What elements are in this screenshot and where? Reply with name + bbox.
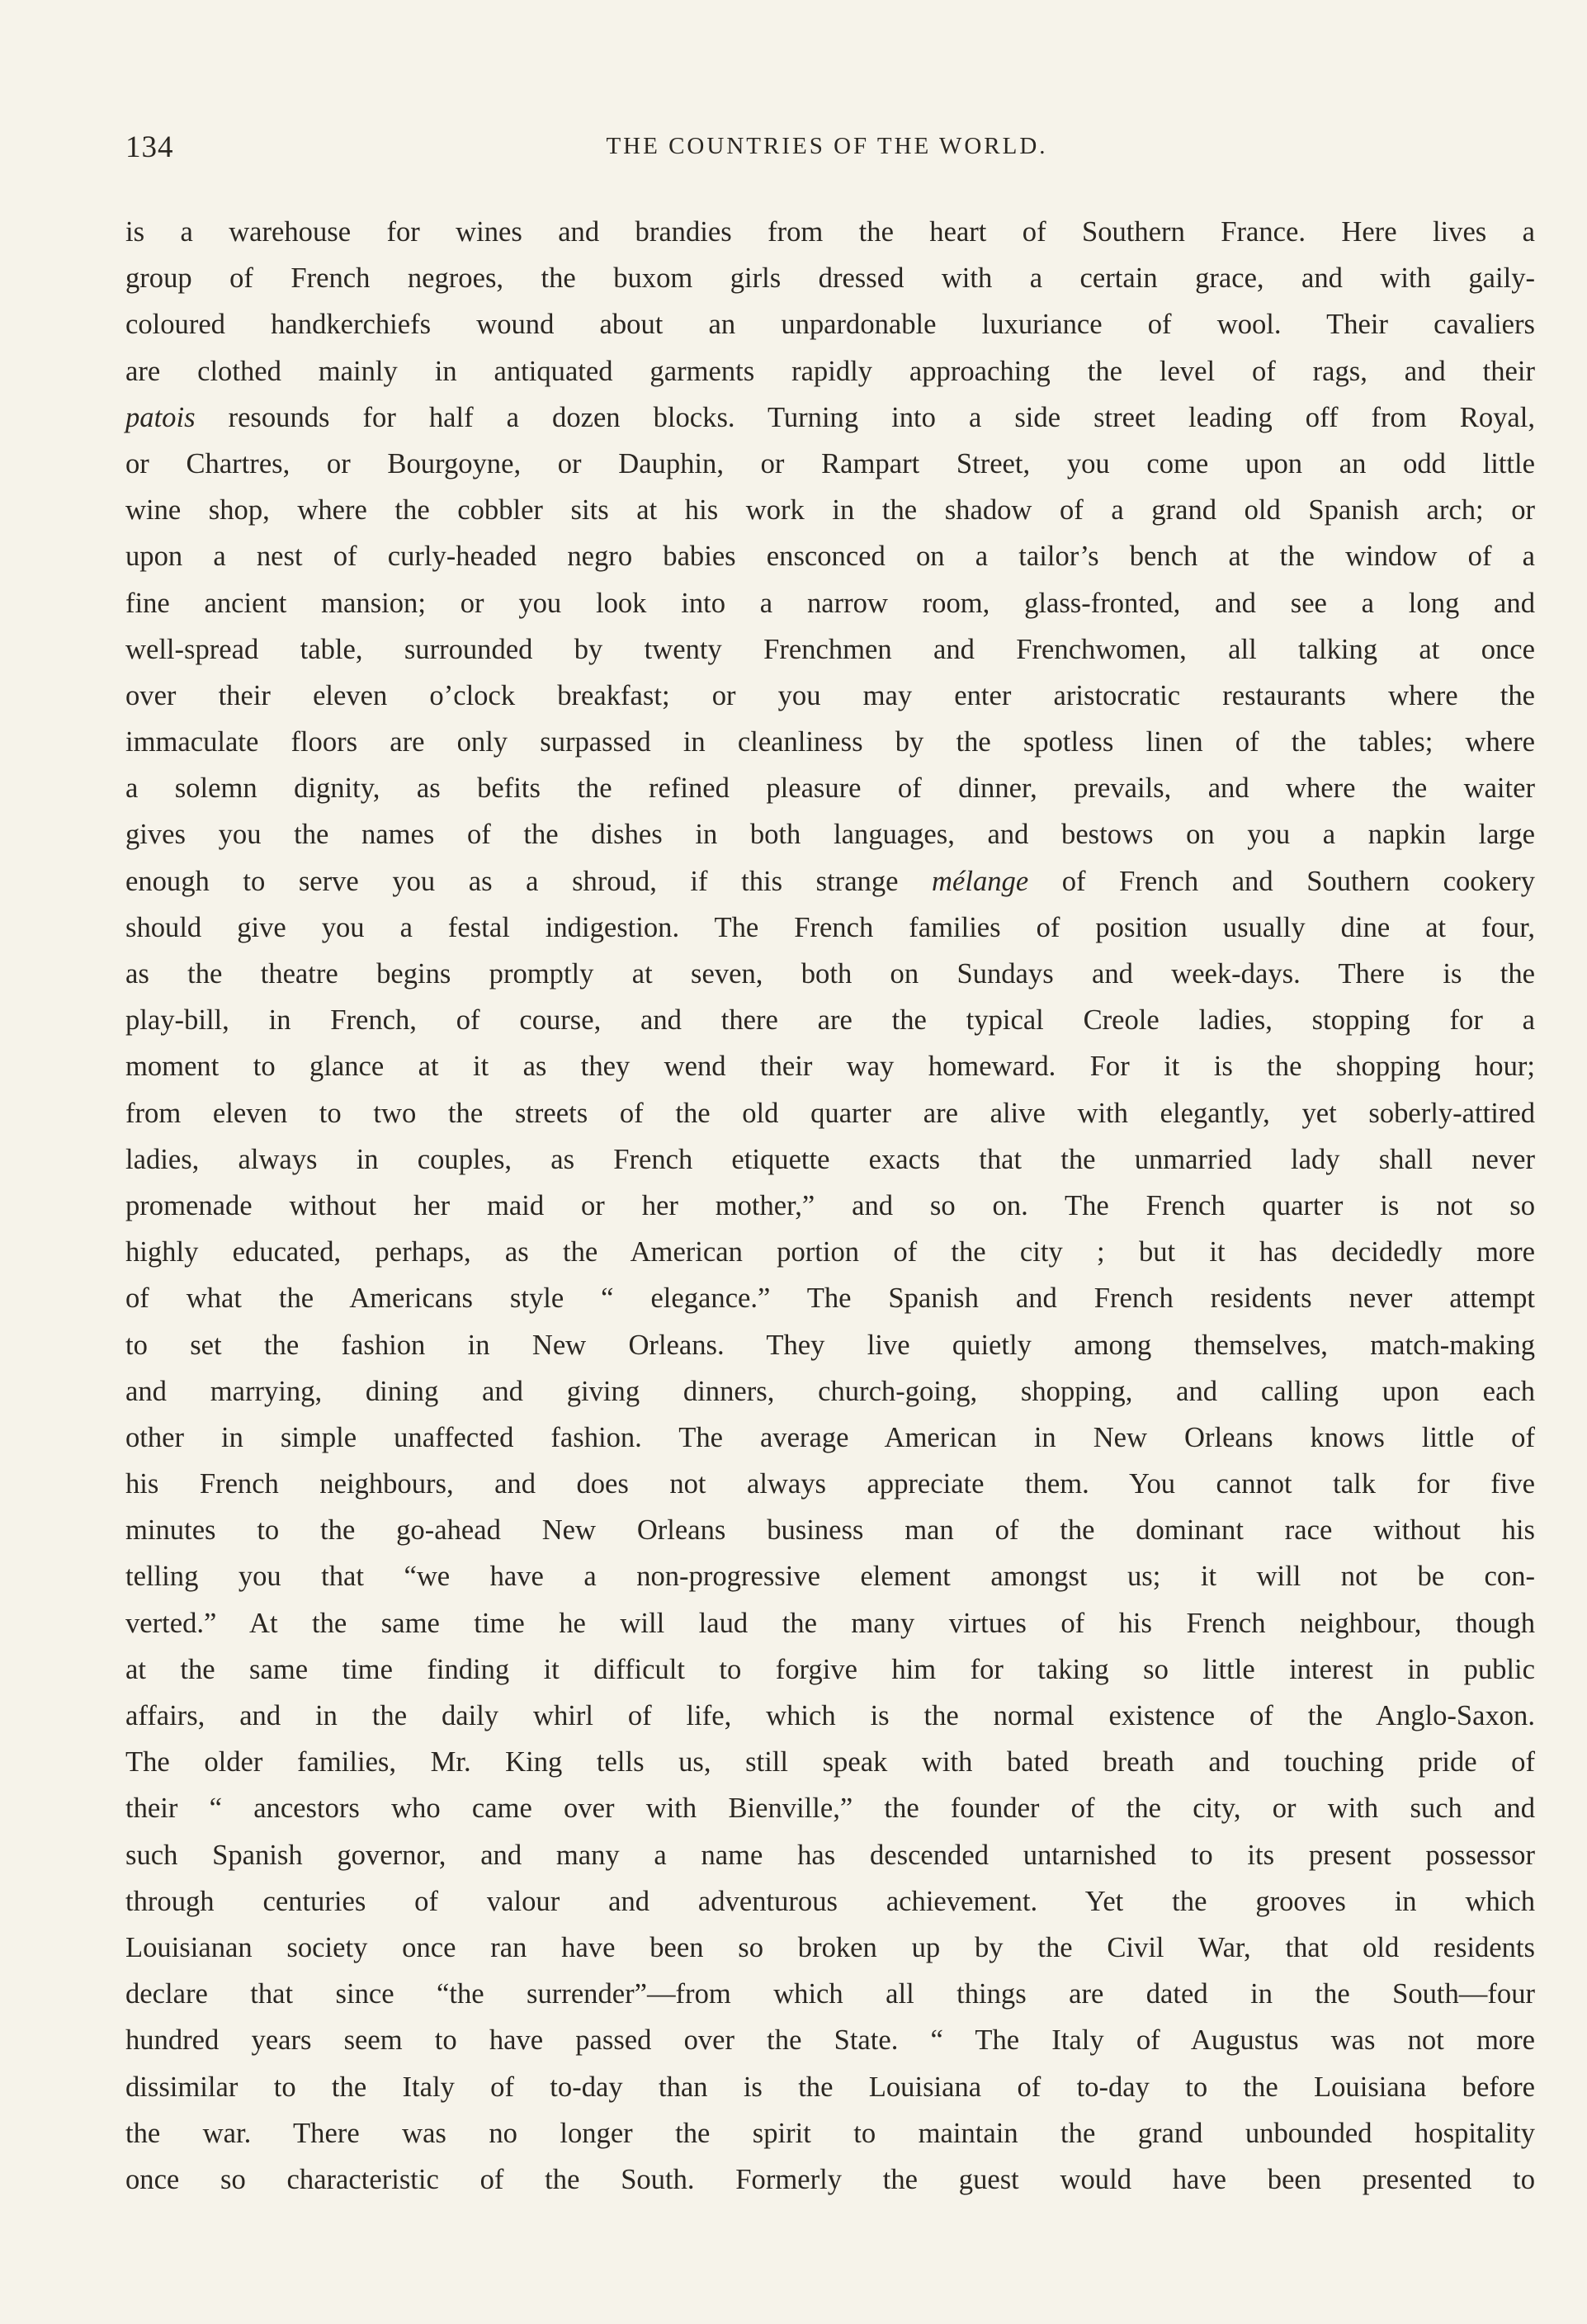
text-line: are clothed mainly in antiquated garments rapidly approaching the level of rags, and their [125,355,1535,387]
text-line: wine shop, where the cobbler sits at his work in the shadow of a grand old Spanish arch; or [125,494,1535,527]
body-text [125,209,1535,2203]
text-line: or Chartres, or Bourgoyne, or Dauphin, or Rampart Street, you come upon an odd little [125,447,1535,479]
text-line: their “ ancestors who came over with Bienville,” the founder of the city, or with such and [125,1793,1535,1825]
text-line: should give you a festal indigestion. The French families of position usually dine at four, [125,911,1535,943]
text-line: over their eleven o’clock breakfast; or you may enter aristocratic restaurants where the [125,679,1535,711]
text-line: well-spread table, surrounded by twenty Frenchmen and Frenchwomen, all talking at once [125,633,1535,665]
text-line: from eleven to two the streets of the old quarter are alive with elegantly, yet soberly-attired [125,1097,1535,1129]
text-line: once so characteristic of the South. Formerly the guest would have been presented to [125,2163,1535,2195]
text-line: at the same time finding it difficult to forgive him for taking so little interest in public [125,1653,1535,1685]
text-line: the war. There was no longer the spirit to maintain the grand unbounded hospitality [125,2117,1535,2149]
text-line: his French neighbours, and does not always appreciate them. You cannot talk for five [125,1468,1535,1500]
running-title: THE COUNTRIES OF THE WORLD. [606,133,1048,159]
italic-term: mélange [932,865,1029,897]
text-line: highly educated, perhaps, as the American portion of the city ; but it has decidedly more [125,1236,1535,1268]
italic-term: patois [125,401,196,433]
text-line: through centuries of valour and adventurous achievement. Yet the grooves in which [125,1885,1535,1917]
text-line: as the theatre begins promptly at seven, both on Sundays and week-days. There is the [125,958,1535,990]
text-line: coloured handkerchiefs wound about an unpardonable luxuriance of wool. Their cavaliers [125,309,1535,341]
text-line: moment to glance at it as they wend their way homeward. For it is the shopping hour; [125,1051,1535,1083]
text-line: a solemn dignity, as befits the refined pleasure of dinner, prevails, and where the waiter [125,772,1535,805]
text-line: telling you that “we have a non-progressive element amongst us; it will not be con- [125,1561,1535,1593]
text-line: dissimilar to the Italy of to-day than is the Louisiana of to-day to the Louisiana before [125,2071,1535,2103]
text-line: to set the fashion in New Orleans. They live quietly among themselves, match-making [125,1329,1535,1361]
text-line: Louisianan society once ran have been so broken up by the Civil War, that old residents [125,1931,1535,1963]
text-line: hundred years seem to have passed over the State. “ The Italy of Augustus was not more [125,2024,1535,2057]
page-number: 134 [125,130,174,164]
text-line: upon a nest of curly-headed negro babies ensconced on a tailor’s bench at the window of a [125,541,1535,573]
text-line: play-bill, in French, of course, and there are the typical Creole ladies, stopping for a [125,1004,1535,1037]
text-line: such Spanish governor, and many a name has descended untarnished to its present possessor [125,1839,1535,1871]
text-line: and marrying, dining and giving dinners, church-going, shopping, and calling upon each [125,1375,1535,1407]
text-line: promenade without her maid or her mother,” and so on. The French quarter is not so [125,1189,1535,1221]
text-line: fine ancient mansion; or you look into a narrow room, glass-fronted, and see a long and [125,587,1535,619]
text-line: gives you the names of the dishes in both languages, and bestows on you a napkin large [125,819,1535,851]
text-line: immaculate floors are only surpassed in cleanliness by the spotless linen of the tables; where [125,726,1535,758]
text-line: group of French negroes, the buxom girls dressed with a certain grace, and with gaily- [125,262,1535,295]
text-line: ladies, always in couples, as French etiquette exacts that the unmarried lady shall never [125,1143,1535,1175]
text-line: verted.” At the same time he will laud the many virtues of his French neighbour, though [125,1607,1535,1639]
text-line: declare that since “the surrender”—from which all things are dated in the South—four [125,1978,1535,2010]
text-line: other in simple unaffected fashion. The average American in New Orleans knows little of [125,1421,1535,1453]
running-head [125,130,1528,163]
text-line: patois resounds for half a dozen blocks. Turning into a side street leading off from Royal, [125,401,1535,433]
text-line: is a warehouse for wines and brandies from the heart of Southern France. Here lives a [125,216,1535,248]
text-line: minutes to the go-ahead New Orleans business man of the dominant race without his [125,1514,1535,1547]
text-line: The older families, Mr. King tells us, still speak with bated breath and touching pride of [125,1746,1535,1778]
text-line: enough to serve you as a shroud, if this strange mélange of French and Southern cookery [125,865,1535,897]
text-line: of what the Americans style “ elegance.” The Spanish and French residents never attempt [125,1282,1535,1315]
text-line: affairs, and in the daily whirl of life, which is the normal existence of the Anglo-Saxon. [125,1700,1535,1731]
